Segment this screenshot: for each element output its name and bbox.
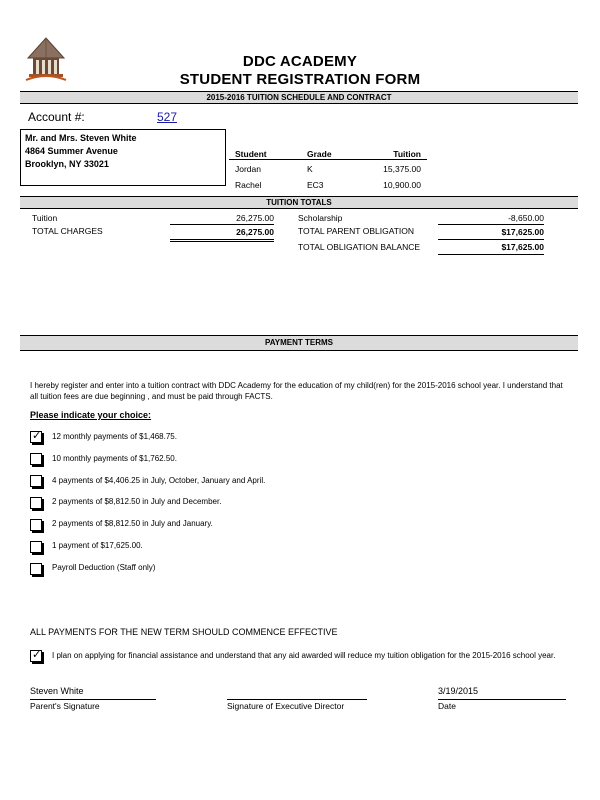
tuition-column-header: Tuition <box>393 149 421 159</box>
parent-signature-caption: Parent's Signature <box>30 701 100 711</box>
parent-signature-line <box>30 699 156 700</box>
form-subtitle: STUDENT REGISTRATION FORM <box>179 71 421 88</box>
parent-obligation-label: TOTAL PARENT OBLIGATION <box>298 226 415 236</box>
double-underline <box>170 241 274 242</box>
contract-statement: I hereby register and enter into a tuition contract with DDC Academy for the education of my child(ren) for the 2015-2016 school year. I understand that all tuition fees are due beginning , and must be paid through FACTS. <box>30 381 563 401</box>
option-label: Payroll Deduction (Staff only) <box>52 563 156 572</box>
option-label: 1 payment of $17,625.00. <box>52 541 143 550</box>
scholarship-value: -8,650.00 <box>438 213 544 225</box>
account-number-link[interactable]: 527 <box>157 110 178 124</box>
option-checkbox-10-monthly[interactable] <box>30 453 42 465</box>
financial-assistance-checkbox[interactable] <box>30 650 42 662</box>
option-checkbox-payroll-deduction[interactable] <box>30 563 42 575</box>
scholarship-label: Scholarship <box>298 213 343 223</box>
student-grade: K <box>307 164 313 174</box>
address-line: 4864 Summer Avenue <box>25 146 118 156</box>
director-signature-caption: Signature of Executive Director <box>227 701 345 711</box>
address-line: Mr. and Mrs. Steven White <box>25 133 137 143</box>
date-value: 3/19/2015 <box>438 686 479 696</box>
check-icon: ✓ <box>32 430 42 442</box>
grade-column-header: Grade <box>307 149 332 159</box>
family-address-box <box>20 129 226 186</box>
date-line <box>438 699 566 700</box>
tuition-totals-band: TUITION TOTALS <box>20 196 578 209</box>
option-label: 4 payments of $4,406.25 in July, October, January and April. <box>52 476 266 485</box>
parent-signature-value: Steven White <box>30 686 84 696</box>
student-grade: EC3 <box>307 180 324 190</box>
balance-label: TOTAL OBLIGATION BALANCE <box>298 242 421 252</box>
option-label: 2 payments of $8,812.50 in July and December. <box>52 497 222 506</box>
option-label: 10 monthly payments of $1,762.50. <box>52 454 177 463</box>
option-checkbox-4-payments[interactable] <box>30 475 42 487</box>
director-signature-line <box>227 699 367 700</box>
student-name: Rachel <box>235 180 262 190</box>
option-label: 2 payments of $8,812.50 in July and January. <box>52 519 213 528</box>
check-icon: ✓ <box>32 649 42 661</box>
option-checkbox-12-monthly[interactable] <box>30 431 42 443</box>
account-label: Account #: <box>28 110 85 124</box>
total-charges-label: TOTAL CHARGES <box>32 226 103 236</box>
tuition-value: 26,275.00 <box>170 213 274 225</box>
schedule-band: 2015-2016 TUITION SCHEDULE AND CONTRACT <box>20 91 578 104</box>
payment-terms-band: PAYMENT TERMS <box>20 335 578 351</box>
option-checkbox-2-payments-december[interactable] <box>30 497 42 509</box>
financial-assistance-label: I plan on applying for financial assistance and understand that any aid awarded will reduce my tuition obligation for the 2015-2016 school year. <box>52 651 556 660</box>
option-checkbox-1-payment[interactable] <box>30 541 42 553</box>
student-column-header: Student <box>235 149 267 159</box>
form-title: DDC ACADEMY <box>242 53 358 70</box>
student-tuition: 15,375.00 <box>383 164 421 174</box>
date-caption: Date <box>438 701 456 711</box>
tuition-label: Tuition <box>32 213 58 223</box>
student-tuition: 10,900.00 <box>383 180 421 190</box>
student-name: Jordan <box>235 164 261 174</box>
balance-value: $17,625.00 <box>438 242 544 255</box>
address-line: Brooklyn, NY 33021 <box>25 159 109 169</box>
parent-obligation-value: $17,625.00 <box>438 227 544 240</box>
student-table-rule <box>229 159 427 160</box>
option-checkbox-2-payments-january[interactable] <box>30 519 42 531</box>
total-charges-value: 26,275.00 <box>170 227 274 240</box>
commence-note: ALL PAYMENTS FOR THE NEW TERM SHOULD COMMENCE EFFECTIVE <box>30 627 338 637</box>
option-label: 12 monthly payments of $1,468.75. <box>52 432 177 441</box>
choice-heading: Please indicate your choice: <box>30 410 152 420</box>
